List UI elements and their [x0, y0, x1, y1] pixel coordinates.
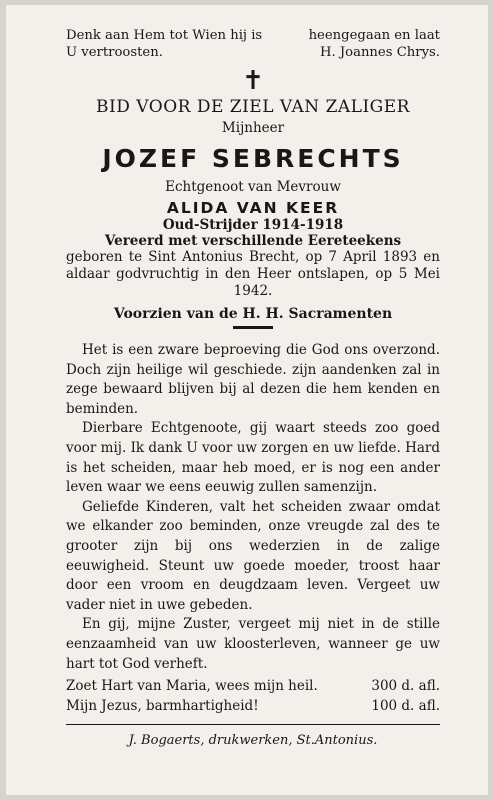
deceased-name: JOZEF SEBRECHTS [102, 144, 404, 173]
paragraph: Geliefde Kinderen, valt het scheiden zwaar omdat we elkander zoo beminden, onze vreugde zal des te grooter zijn bij ons wederzien in de zalige eeuwigheid. Steunt uw goede moeder, troost haar door een vroom en deugdzaam leven. Vergeet uw vader niet in uwe gebeden. [66, 498, 440, 613]
life-dates: geboren te Sint Antonius Brecht, op 7 April 1893 en aldaar godvruchtig in den Heer ontslapen, op 5 Mei 1942. [66, 249, 440, 299]
honours-line: Vereerd met verschillende Eereteekens [104, 233, 402, 249]
title-mijnheer: Mijnheer [221, 120, 285, 136]
memorial-text [66, 341, 440, 674]
opening-quote [66, 27, 440, 61]
bottom-divider [66, 724, 440, 725]
bid-heading: BID VOOR DE ZIEL VAN ZALIGER [96, 97, 410, 117]
indulgence-row: Mijn Jezus, barmhartigheid! 100 d. afl. [66, 698, 440, 715]
quote-right: heengegaan en laat H. Joannes Chrys. [308, 28, 440, 60]
veteran-line: Oud-Strijder 1914-1918 [162, 217, 344, 233]
paragraph: Dierbare Echtgenoote, gij waart steeds zoo goed voor mij. Ik dank U voor uw zorgen en uw liefde. Hard is het scheiden, maar heb moed, er is nog een ander leven waar we eens eeuwig zullen samenzijn. [66, 420, 440, 496]
paragraph: Het is een zware beproeving die God ons overzond. Doch zijn heilige wil geschiede. zijn aandenken zal in zege bewaard blijven bij al dezen die hem kenden en beminden. [66, 342, 440, 417]
memorial-card [6, 5, 488, 795]
paragraph: En gij, mijne Zuster, vergeet mij niet in de stille eenzaamheid van uw kloosterleven, wanneer ge uw hart tot God verheft. [66, 616, 440, 672]
spouse-name: ALIDA VAN KEER [166, 199, 340, 217]
cross-icon: ✝ [242, 66, 264, 96]
indulgence-list [66, 676, 440, 716]
quote-left: Denk aan Hem tot Wien hij is U vertroosten. [66, 28, 263, 60]
divider [233, 326, 273, 329]
sacraments-line: Voorzien van de H. H. Sacramenten [113, 306, 393, 322]
indulgence-row: Zoet Hart van Maria, wees mijn heil. 300 d. afl. [66, 678, 440, 695]
printer-credit: J. Bogaerts, drukwerken, St.Antonius. [128, 733, 378, 749]
spouse-intro: Echtgenoot van Mevrouw [165, 179, 341, 195]
